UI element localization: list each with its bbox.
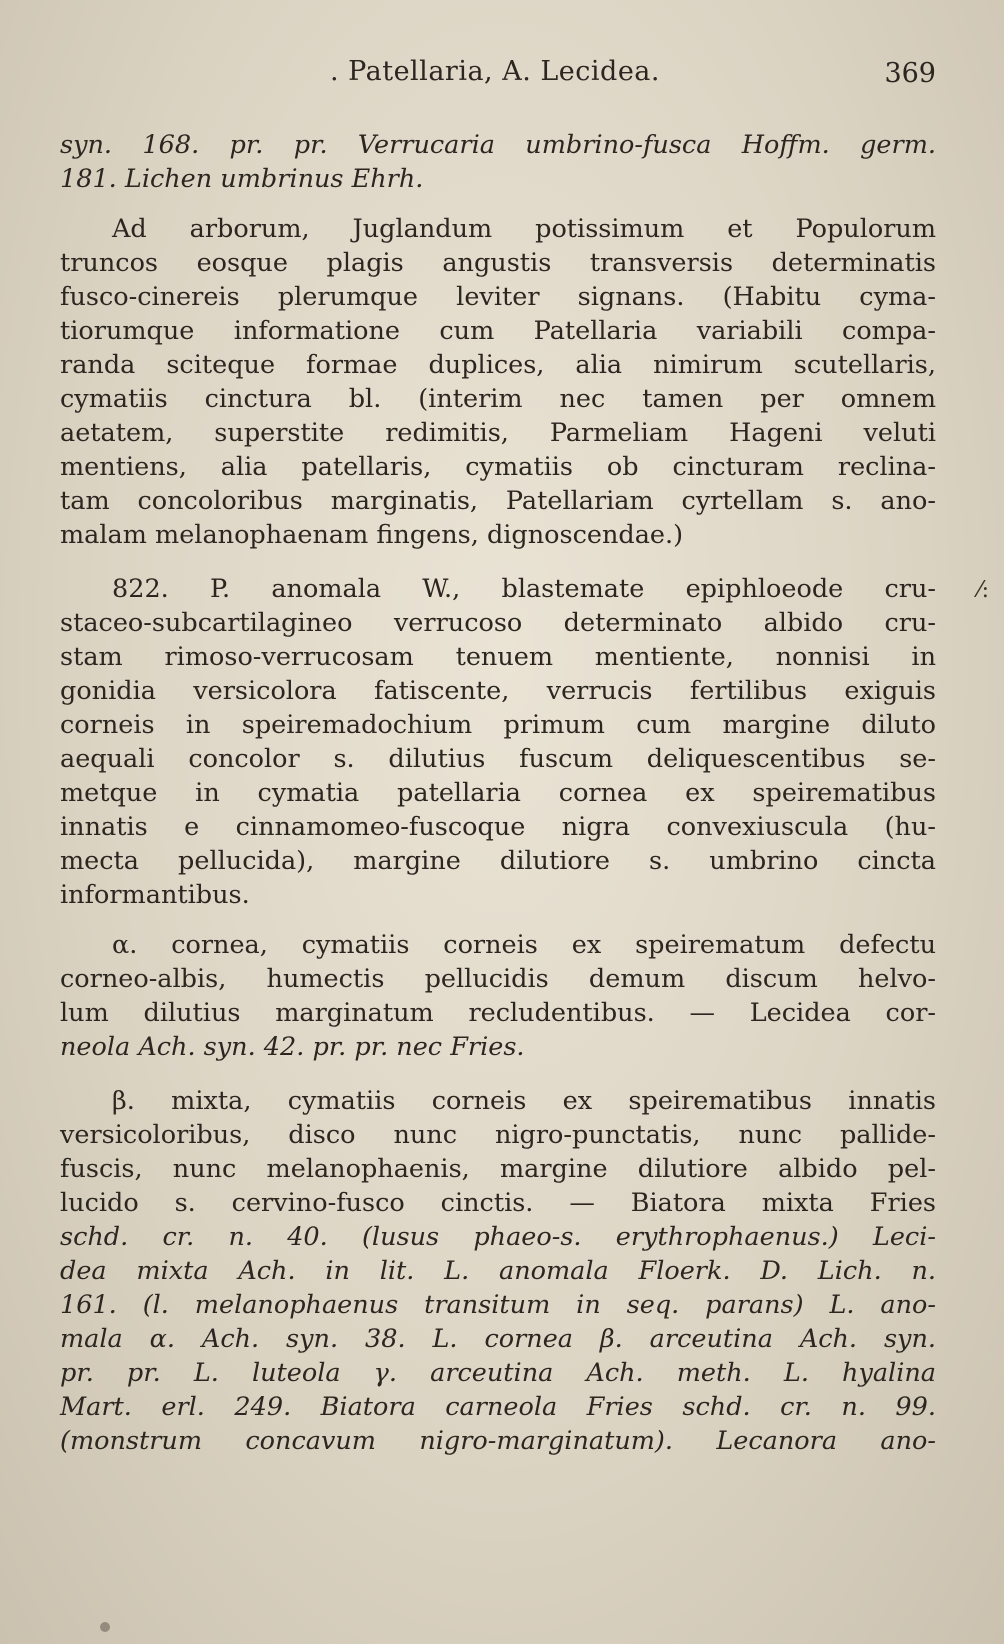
page-number: 369 <box>884 58 936 89</box>
paragraph-variety-beta <box>60 1084 936 1458</box>
paragraph-variety-alpha <box>60 928 936 1064</box>
text-line: lum dilutius marginatum recludentibus. — Lecidea cor- <box>60 998 936 1028</box>
text-line: schd. cr. n. 40. (lusus phaeo-s. erythrophaenus.) Leci- <box>60 1222 936 1252</box>
paper-speck <box>100 1622 110 1632</box>
text-line: pr. pr. L. luteola γ. arceutina Ach. meth. L. hyalina <box>60 1358 936 1388</box>
text-line: corneo-albis, humectis pellucidis demum discum helvo- <box>60 964 936 994</box>
text-line: tiorumque informatione cum Patellaria variabili compa- <box>60 316 936 346</box>
margin-annotation: ⁄: <box>978 578 990 603</box>
text-line: lucido s. cervino-fusco cinctis. — Biatora mixta Fries <box>60 1188 936 1218</box>
running-head-title: . Patellaria, A. Lecidea. <box>330 56 660 87</box>
text-line: staceo-subcartilagineo verrucoso determinato albido cru- <box>60 608 936 638</box>
text-line: gonidia versicolora fatiscente, verrucis fertilibus exiguis <box>60 676 936 706</box>
text-line: corneis in speiremadochium primum cum margine diluto <box>60 710 936 740</box>
text-line: Mart. erl. 249. Biatora carneola Fries schd. cr. n. 99. <box>60 1392 936 1422</box>
text-line: Ad arborum, Juglandum potissimum et Populorum <box>112 214 936 244</box>
text-line: mentiens, alia patellaris, cymatiis ob cincturam reclina- <box>60 452 936 482</box>
text-line: β. mixta, cymatiis corneis ex speirematibus innatis <box>112 1086 936 1116</box>
text-line: informantibus. <box>60 880 250 910</box>
text-line: mecta pellucida), margine dilutiore s. umbrino cincta <box>60 846 936 876</box>
text-line: cymatiis cinctura bl. (interim nec tamen per omnem <box>60 384 936 414</box>
text-line: malam melanophaenam fingens, dignoscendae.) <box>60 520 684 550</box>
paragraph-species-822 <box>60 572 936 912</box>
text-line: truncos eosque plagis angustis transversis determinatis <box>60 248 936 278</box>
text-line: 161. (l. melanophaenus transitum in seq. parans) L. ano- <box>60 1290 936 1320</box>
text-line: metque in cymatia patellaria cornea ex speirematibus <box>60 778 936 808</box>
text-line: dea mixta Ach. in lit. L. anomala Floerk. D. Lich. n. <box>60 1256 936 1286</box>
text-line: 822. P. anomala W., blastemate epiphloeode cru- <box>112 574 936 604</box>
paragraph-habitat <box>60 212 936 552</box>
text-line: (monstrum concavum nigro-marginatum). Lecanora ano- <box>60 1426 936 1456</box>
text-line: aetatem, superstite redimitis, Parmeliam Hageni veluti <box>60 418 936 448</box>
text-line: randa sciteque formae duplices, alia nimirum scutellaris, <box>60 350 936 380</box>
text-line: 181. Lichen umbrinus Ehrh. <box>60 164 424 194</box>
text-line: neola Ach. syn. 42. pr. pr. nec Fries. <box>60 1032 525 1062</box>
text-line: syn. 168. pr. pr. Verrucaria umbrino-fusca Hoffm. germ. <box>60 130 936 160</box>
text-line: α. cornea, cymatiis corneis ex speirematum defectu <box>112 930 936 960</box>
paragraph-synonymy-continued <box>60 128 936 196</box>
text-line: fuscis, nunc melanophaenis, margine dilutiore albido pel- <box>60 1154 936 1184</box>
body-text <box>60 128 936 1458</box>
text-line: stam rimoso-verrucosam tenuem mentiente, nonnisi in <box>60 642 936 672</box>
text-line: mala α. Ach. syn. 38. L. cornea β. arceutina Ach. syn. <box>60 1324 936 1354</box>
running-head <box>60 56 936 96</box>
text-line: tam concoloribus marginatis, Patellariam cyrtellam s. ano- <box>60 486 936 516</box>
text-line: aequali concolor s. dilutius fuscum deliquescentibus se- <box>60 744 936 774</box>
text-line: versicoloribus, disco nunc nigro-punctatis, nunc pallide- <box>60 1120 936 1150</box>
text-line: innatis e cinnamomeo-fuscoque nigra convexiuscula (hu- <box>60 812 936 842</box>
text-line: fusco-cinereis plerumque leviter signans. (Habitu cyma- <box>60 282 936 312</box>
